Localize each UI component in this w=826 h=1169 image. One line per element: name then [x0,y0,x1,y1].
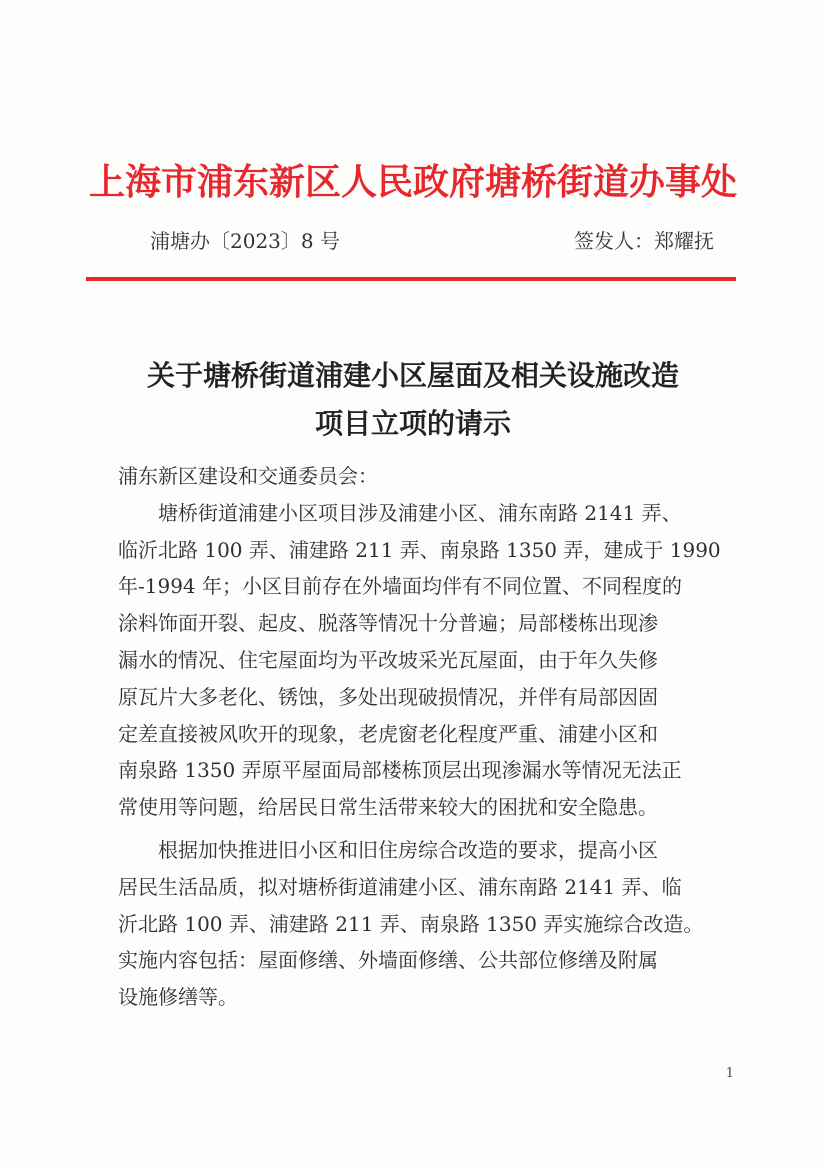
addressee: 浦东新区建设和交通委员会： [118,464,378,488]
document-number: 浦塘办〔2023〕8 号 [150,229,340,253]
document-title-line-2: 项目立项的请示 [314,407,511,440]
paragraph-line: 实施内容包括：屋面修缮、外墙面修缮、公共部位修缮及附属 [118,948,658,973]
paragraph-line: 常使用等问题，给居民日常生活带来较大的困扰和安全隐患。 [118,795,658,820]
document-title-line-1: 关于塘桥街道浦建小区屋面及相关设施改造 [146,359,679,392]
document-body [118,458,738,1016]
signer-label: 签发人：郑耀抚 [574,229,714,253]
paragraph-line: 居民生活品质，拟对塘桥街道浦建小区、浦东南路 2141 弄、临 [118,874,682,899]
paragraph-1 [118,495,738,826]
paragraph-line: 年-1994 年；小区目前存在外墙面均伴有不同位置、不同程度的 [118,574,683,599]
paragraph-line: 涂料饰面开裂、起皮、脱落等情况十分普遍；局部楼栋出现渗 [118,611,658,636]
paragraph-line: 塘桥街道浦建小区项目涉及浦建小区、浦东南路 2141 弄、 [118,500,682,525]
paragraph-2 [118,832,738,1016]
paragraph-line: 南泉路 1350 弄原平屋面局部楼栋顶层出现渗漏水等情况无法正 [118,758,682,783]
document-title [0,352,826,448]
paragraph-line: 临沂北路 100 弄、浦建路 211 弄、南泉路 1350 弄，建成于 1990 [118,537,721,562]
paragraph-line: 原瓦片大多老化、锈蚀，多处出现破损情况，并伴有局部因固 [118,684,658,709]
paragraph-line: 沂北路 100 弄、浦建路 211 弄、南泉路 1350 弄实施综合改造。 [118,911,704,936]
page-number: 1 [725,1066,734,1081]
issuing-organization-title: 上海市浦东新区人民政府塘桥街道办事处 [88,161,737,203]
paragraph-line: 漏水的情况、住宅屋面均为平改坡采光瓦屋面，由于年久失修 [118,647,658,672]
paragraph-line: 设施修缮等。 [118,985,238,1010]
paragraph-line: 定差直接被风吹开的现象，老虎窗老化程度严重、浦建小区和 [118,721,658,746]
paragraph-line: 根据加快推进旧小区和旧住房综合改造的要求，提高小区 [118,837,658,862]
red-divider-line [86,277,736,281]
